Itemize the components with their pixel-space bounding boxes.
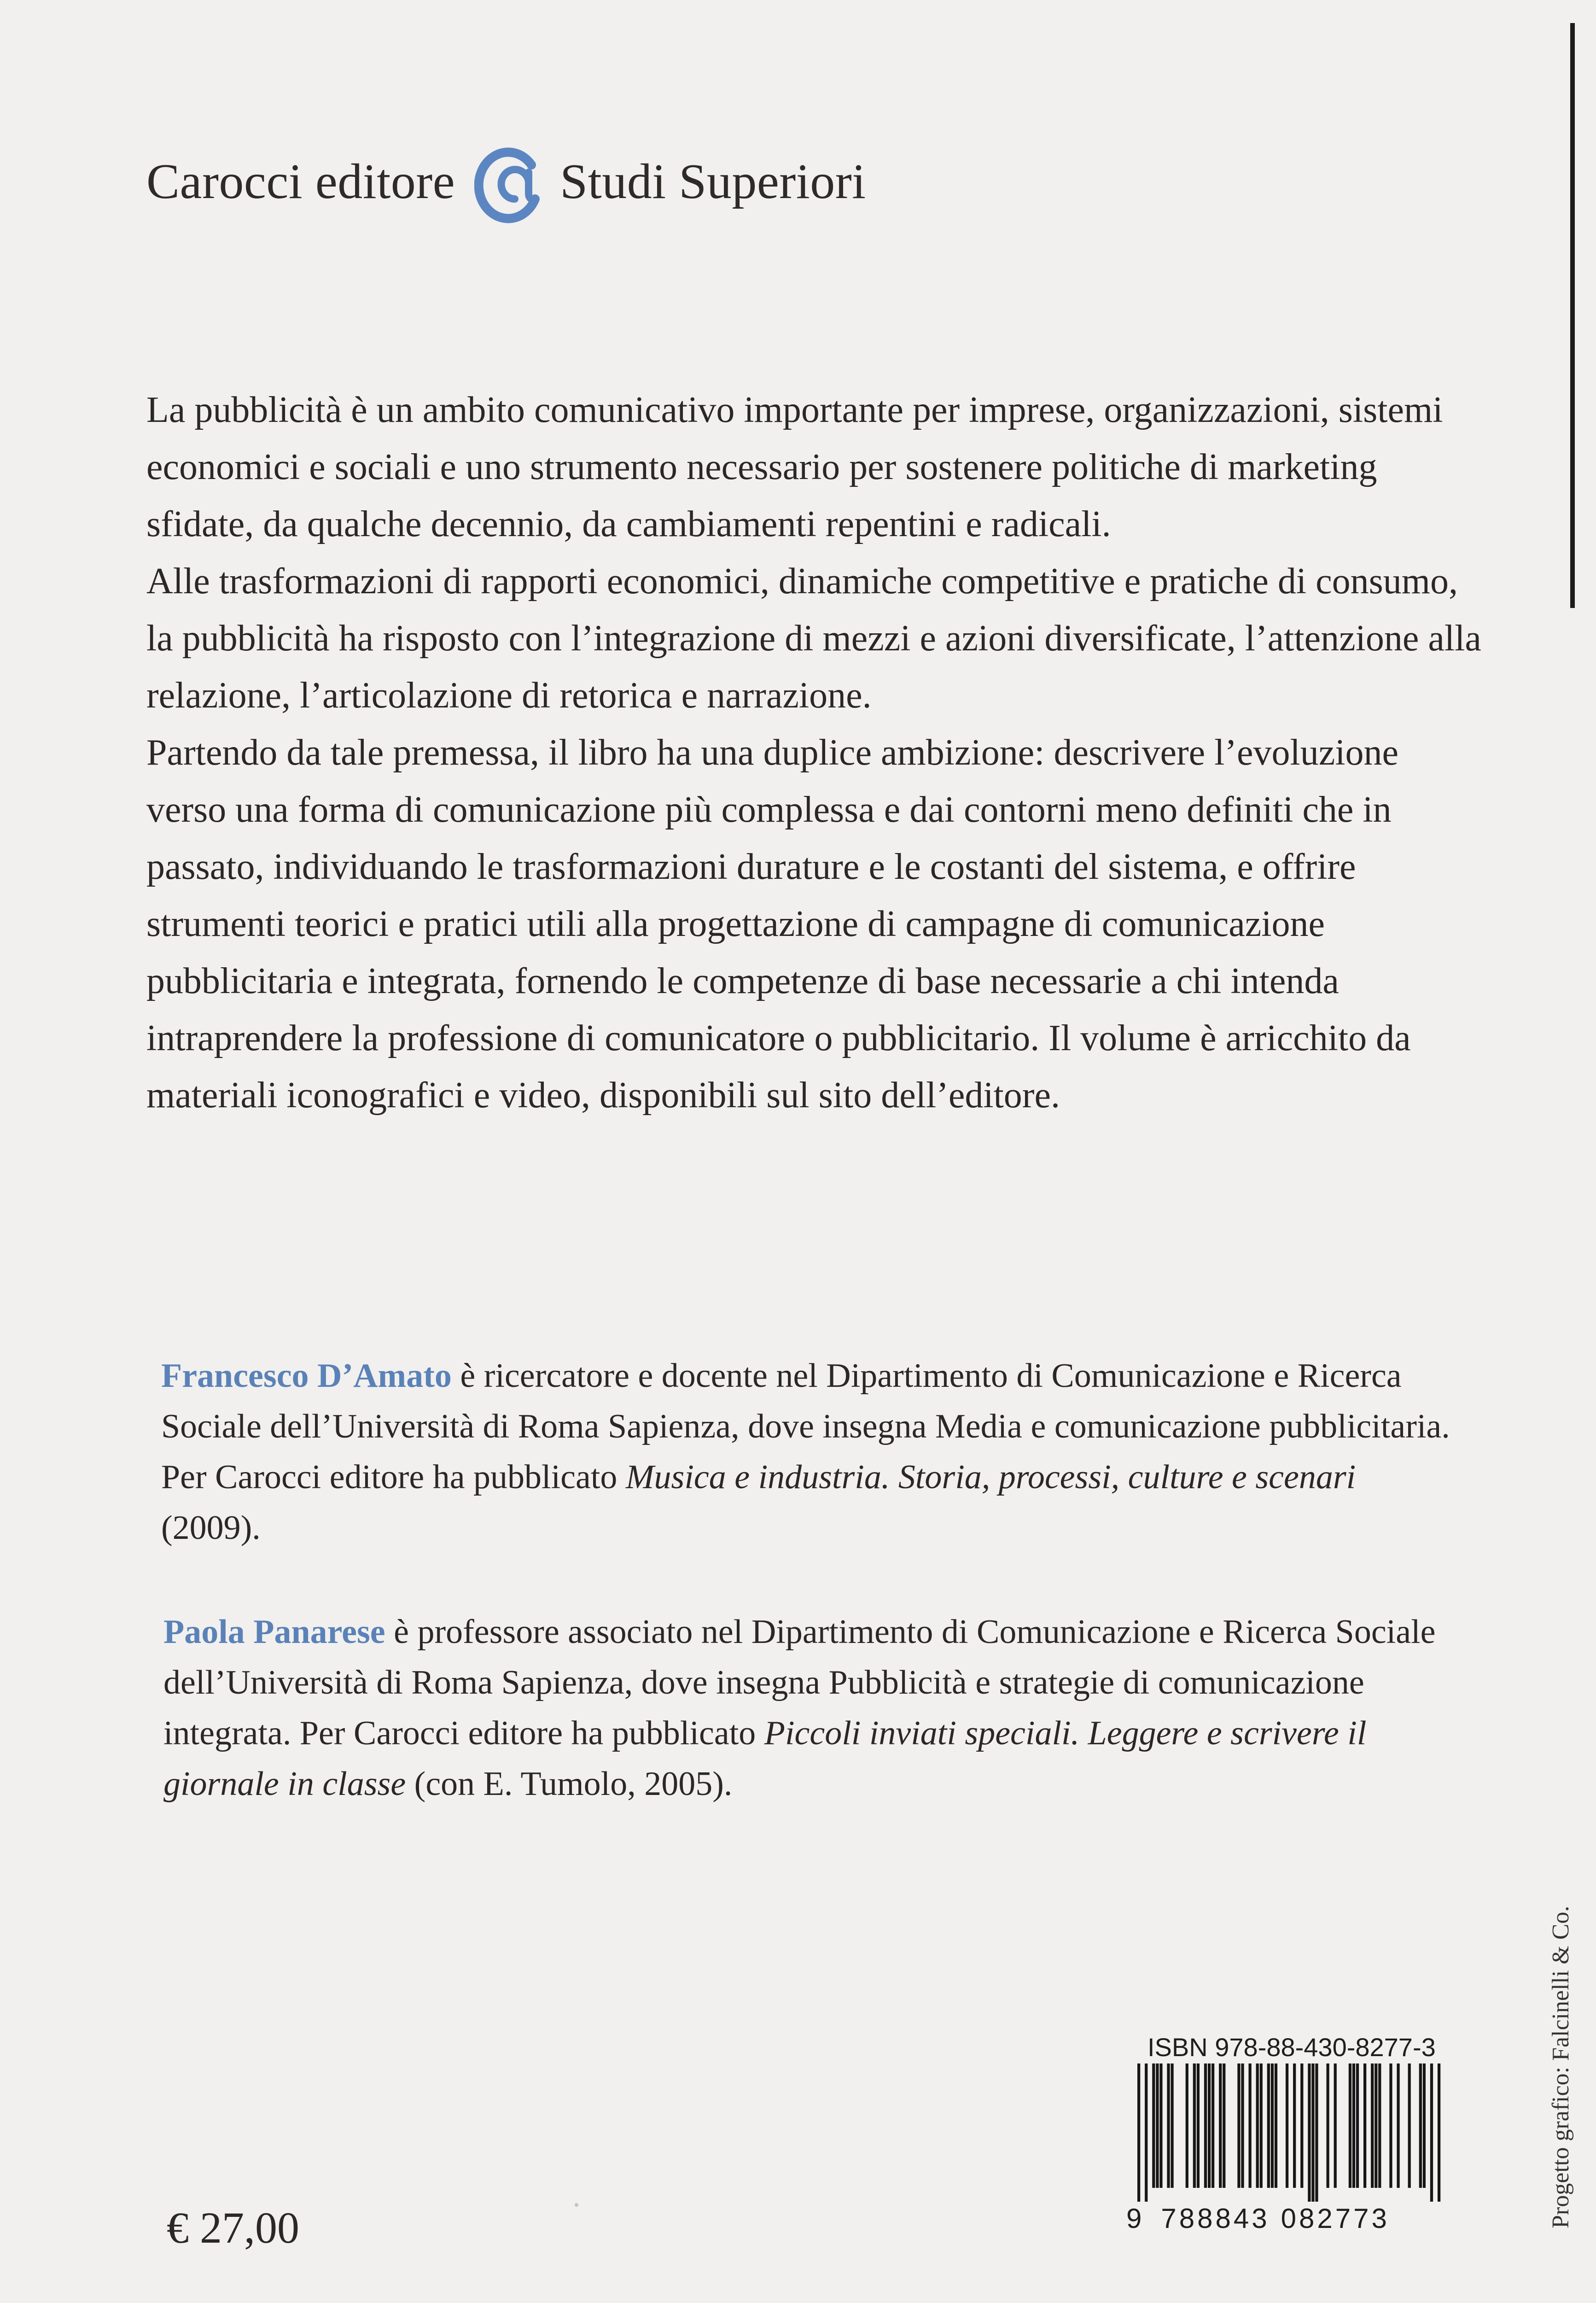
bio-tail: (2009).	[161, 1509, 261, 1547]
book-title: Musica e industria. Storia, processi, culture e scenari	[625, 1458, 1356, 1496]
barcode-bar	[1397, 2063, 1399, 2188]
spine-edge-line	[1570, 23, 1575, 608]
barcode-bar	[1137, 2063, 1140, 2202]
bio-text: è ricercatore e docente nel Dipartimento di Comunicazione e Ricerca Sociale dell’Università di Roma Sapienza, dove insegna Media e comunicazione pubblicitaria. Per Carocci editore ha pubblicato	[161, 1357, 1450, 1496]
barcode-bar	[1315, 2063, 1318, 2202]
author-name: Paola Panarese	[163, 1613, 385, 1651]
barcode-bar	[1389, 2063, 1392, 2188]
barcode-bar	[1145, 2063, 1147, 2202]
barcode-bar	[1375, 2063, 1377, 2188]
barcode-bar	[1275, 2063, 1277, 2188]
barcode-bar	[1267, 2063, 1270, 2188]
barcode-group-1: 788843	[1161, 2203, 1270, 2234]
barcode-bar	[1271, 2063, 1274, 2188]
publisher-name: Carocci editore	[146, 154, 455, 209]
barcode-bar	[1371, 2063, 1374, 2188]
price: € 27,00	[167, 2203, 299, 2252]
barcode-bar	[1156, 2063, 1159, 2188]
barcode-bar	[1159, 2063, 1162, 2188]
barcode-digits	[1126, 2203, 1444, 2234]
book-title: Piccoli inviati speciali. Leggere e scrivere il giornale in classe	[163, 1714, 1367, 1803]
barcode-icon	[1137, 2063, 1441, 2202]
author-bio-panarese	[163, 1607, 1453, 1809]
barcode-bar	[1286, 2063, 1288, 2188]
barcode-bar	[1219, 2063, 1222, 2188]
barcode-bar	[1152, 2063, 1155, 2188]
barcode-bar	[1197, 2063, 1200, 2188]
book-description	[146, 381, 1482, 1124]
barcode-bar	[1193, 2063, 1196, 2188]
barcode-bar	[1171, 2063, 1173, 2188]
barcode-bar	[1438, 2063, 1440, 2202]
barcode-bar	[1208, 2063, 1211, 2188]
barcode-bar	[1256, 2063, 1259, 2188]
barcode-bar	[1167, 2063, 1170, 2188]
barcode-bar	[1334, 2063, 1337, 2188]
barcode-bar	[1293, 2063, 1296, 2188]
barcode-bar	[1356, 2063, 1359, 2188]
barcode-bar	[1186, 2063, 1188, 2188]
barcode-bar	[1300, 2063, 1303, 2188]
barcode-bar	[1423, 2063, 1426, 2188]
barcode-bar	[1248, 2063, 1251, 2188]
barcode-bar	[1378, 2063, 1381, 2188]
series-name: Studi Superiori	[560, 154, 866, 209]
barcode-bar	[1204, 2063, 1207, 2188]
barcode-bar	[1212, 2063, 1214, 2188]
barcode-bar	[1223, 2063, 1225, 2188]
barcode-bar	[1237, 2063, 1240, 2188]
description-paragraph-2: Alle trasformazioni di rapporti economici, dinamiche competitive e pratiche di consumo, la pubblicità ha risposto con l’integrazione di mezzi e azioni diversificate, l’attenzione alla relazione, l’articolazione di retorica e narrazione.	[146, 561, 1481, 716]
barcode-bar	[1308, 2063, 1311, 2202]
author-name: Francesco D’Amato	[161, 1357, 452, 1395]
barcode-group-2: 082773	[1281, 2203, 1390, 2234]
cover-header	[146, 136, 866, 228]
barcode-bar	[1349, 2063, 1351, 2188]
barcode-bar	[1419, 2063, 1422, 2188]
barcode-bar	[1326, 2063, 1329, 2188]
description-paragraph-1: La pubblicità è un ambito comunicativo importante per imprese, organizzazioni, sistemi economici e sociali e uno strumento necessario per sostenere politiche di marketing sfidate, da qualche decennio, da cambiamenti repentini e radicali.	[146, 390, 1443, 544]
design-credit: Progetto grafico: Falcinelli & Co.	[1548, 1906, 1574, 2228]
barcode-bar	[1430, 2063, 1433, 2202]
barcode-first-digit: 9	[1126, 2203, 1142, 2234]
bio-tail: (con E. Tumolo, 2005).	[406, 1765, 733, 1803]
description-paragraph-3: Partendo da tale premessa, il libro ha una duplice ambizione: descrivere l’evoluzione verso una forma di comunicazione più complessa e dai contorni meno definiti che in passato, individuando le trasformazioni durature e le costanti del sistema, e offrire strumenti teorici e pratici utili alla progettazione di campagne di comunicazione pubblicitaria e integrata, fornendo le competenze di base necessarie a chi intenda intraprendere la professione di comunicatore o pubblicitario. Il volume è arricchito da materiali iconografici e video, disponibili sul sito dell’editore.	[146, 732, 1411, 1116]
barcode-bar	[1260, 2063, 1263, 2188]
barcode-bar	[1408, 2063, 1411, 2188]
print-speck	[575, 2203, 578, 2207]
carocci-at-logo-icon	[474, 138, 548, 226]
barcode-bar	[1363, 2063, 1366, 2188]
barcode-bar	[1352, 2063, 1355, 2188]
author-bio-damato	[161, 1350, 1450, 1553]
bio-text: è professore associato nel Dipartimento di Comunicazione e Ricerca Sociale dell’Università di Roma Sapienza, dove insegna Pubblicità e strategie di comunicazione integrata. Per Carocci editore ha pubblicato	[163, 1613, 1436, 1752]
barcode-bar	[1241, 2063, 1244, 2188]
barcode-bar	[1311, 2063, 1314, 2202]
isbn-label: ISBN 978-88-430-8277-3	[1147, 2033, 1436, 2062]
